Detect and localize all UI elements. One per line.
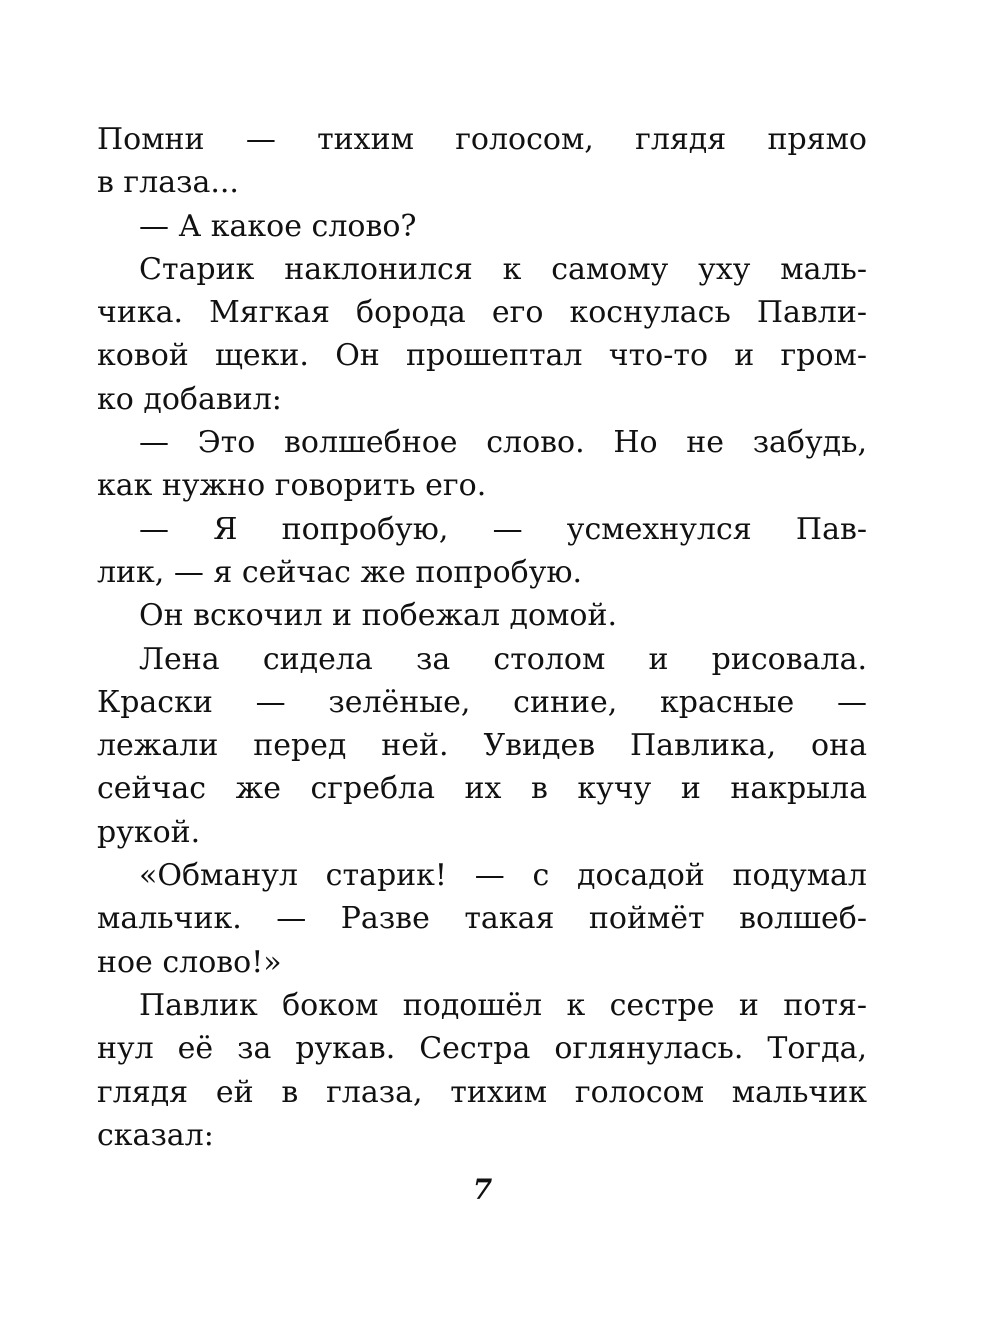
page-number: 7 (472, 1173, 493, 1206)
text-line: ко добавил: (97, 381, 282, 417)
text-line: лежали перед ней. Увидев Павлика, она (97, 728, 867, 764)
text-line: глядя ей в глаза, тихим голосом мальчик (97, 1074, 867, 1110)
text-line: Краски — зелёные, синие, красные — (97, 684, 867, 720)
text-line: Старик наклонился к самому уху маль- (139, 251, 867, 287)
text-line: нул её за рукав. Сестра оглянулась. Тогда, (97, 1031, 867, 1067)
text-line: мальчик. — Разве такая поймёт волшеб- (97, 901, 867, 937)
text-line: чика. Мягкая борода его коснулась Павли- (97, 295, 867, 331)
text-line: сказал: (97, 1117, 214, 1153)
text-line: — Я попробую, — усмехнулся Пав- (139, 511, 867, 547)
text-line: рукой. (97, 814, 201, 850)
text-line: Он вскочил и побежал домой. (139, 598, 617, 634)
text-line: ковой щеки. Он прошептал что-то и гром- (97, 338, 867, 374)
text-line: лик, — я сейчас же попробую. (97, 554, 583, 590)
text-line: ное слово!» (97, 944, 282, 980)
text-line: — Это волшебное слово. Но не забудь, (139, 425, 867, 461)
text-line: «Обманул старик! — с досадой подумал (139, 858, 867, 894)
text-line: как нужно говорить его. (97, 468, 487, 504)
text-line: в глаза... (97, 165, 239, 201)
page-body-text (97, 118, 867, 1157)
text-line: Помни — тихим голосом, глядя прямо (97, 122, 867, 157)
text-line: Лена сидела за столом и рисовала. (139, 641, 867, 677)
text-line: Павлик боком подошёл к сестре и потя- (139, 987, 867, 1023)
text-line: — А какое слово? (139, 208, 417, 244)
text-line: сейчас же сгребла их в кучу и накрыла (97, 771, 867, 807)
